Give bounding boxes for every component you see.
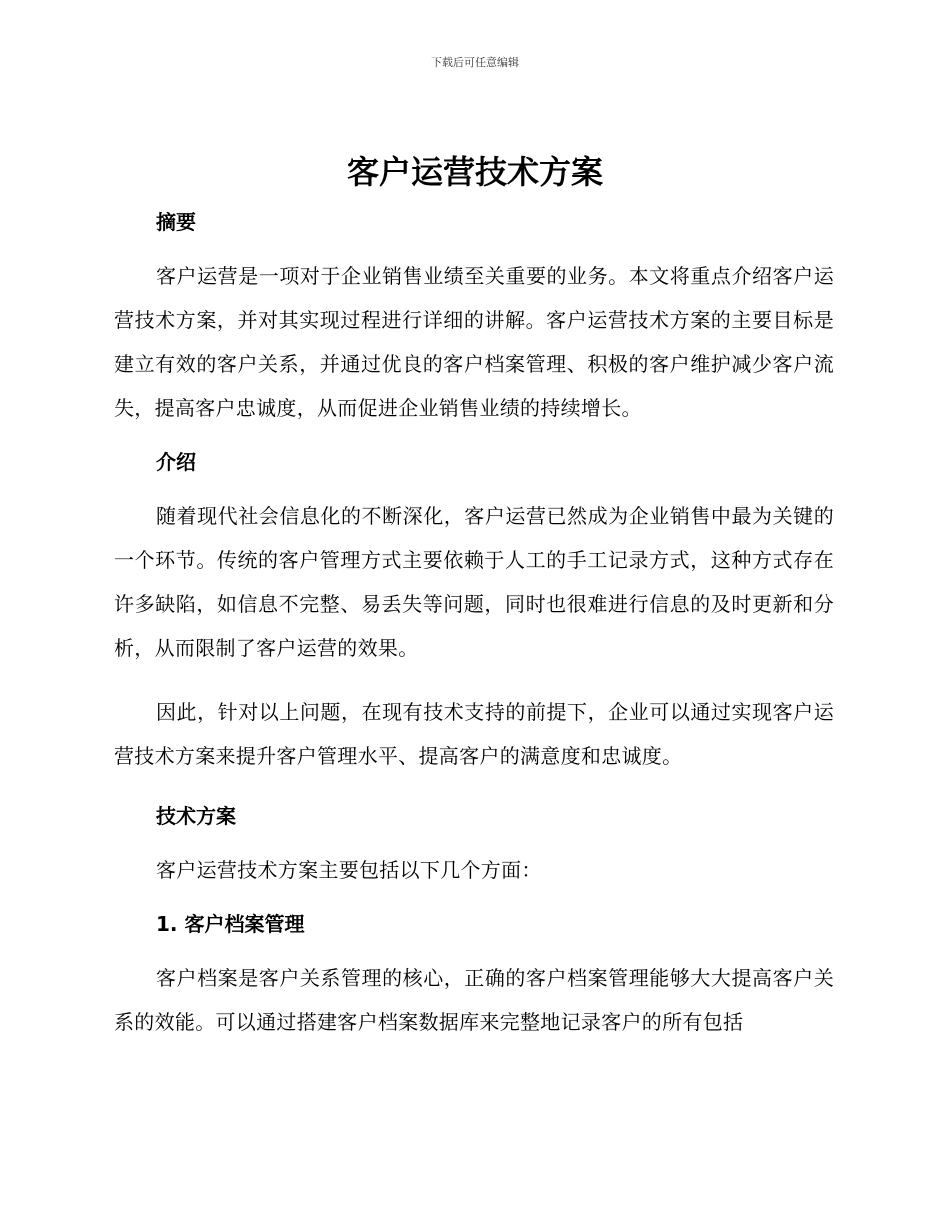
paragraph-intro-2: 因此，针对以上问题，在现有技术支持的前提下，企业可以通过实现客户运营技术方案来提升客户管理水平、提高客户的满意度和忠诚度。: [114, 700, 834, 768]
paragraph-customer-archive: 客户档案是客户关系管理的核心，正确的客户档案管理能够大大提高客户关系的效能。可以通过搭建客户档案数据库来完整地记录客户的所有包括: [114, 966, 834, 1034]
section-heading-tech: 技术方案: [156, 804, 236, 828]
section-heading-abstract: 摘要: [156, 210, 196, 234]
section-heading-intro: 介绍: [156, 450, 196, 474]
document-title: 客户运营技术方案: [346, 153, 603, 191]
subsection-heading-customer-archive: 1. 客户档案管理: [156, 912, 305, 936]
header-note: 下载后可任意编辑: [431, 56, 519, 69]
paragraph-intro-1: 随着现代社会信息化的不断深化，客户运营已然成为企业销售中最为关键的一个环节。传统的客户管理方式主要依赖于人工的手工记录方式，这种方式存在许多缺陷，如信息不完整、易丢失等问题，同时也很难进行信息的及时更新和分析，从而限制了客户运营的效果。: [114, 504, 834, 660]
paragraph-abstract: 客户运营是一项对于企业销售业绩至关重要的业务。本文将重点介绍客户运营技术方案，并对其实现过程进行详细的讲解。客户运营技术方案的主要目标是建立有效的客户关系，并通过优良的客户档案管理、积极的客户维护减少客户流失，提高客户忠诚度，从而促进企业销售业绩的持续增长。: [114, 264, 834, 420]
document-body: [114, 204, 834, 1044]
paragraph-tech-1: 客户运营技术方案主要包括以下几个方面：: [156, 858, 542, 882]
